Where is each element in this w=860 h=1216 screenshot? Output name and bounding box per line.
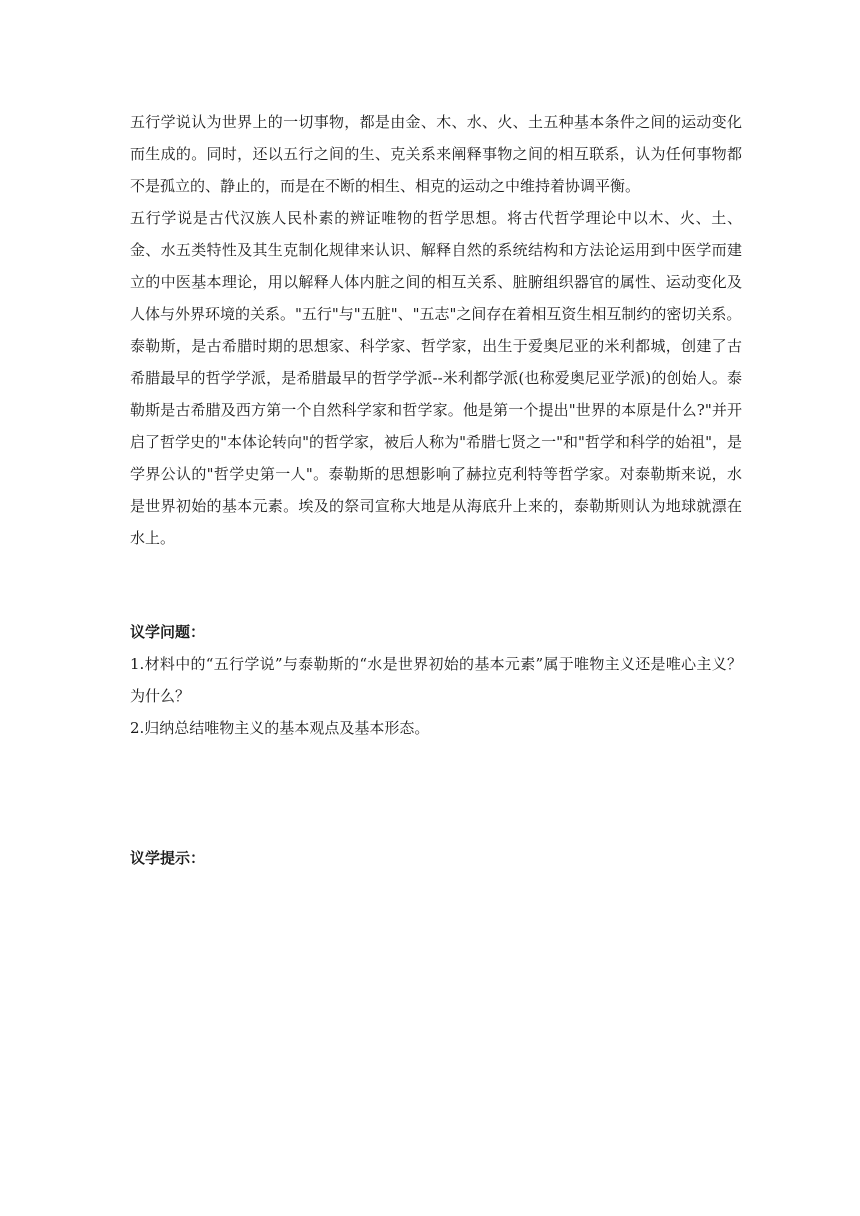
hints-heading: 议学提示： — [130, 849, 206, 867]
questions-list — [130, 648, 742, 744]
document-content — [130, 106, 742, 874]
questions-heading: 议学问题： — [130, 623, 206, 641]
material-paragraph-five-elements: 五行学说认为世界上的一切事物，都是由金、木、水、火、土五种基本条件之间的运动变化而生成的。同时，还以五行之间的生、克关系来阐释事物之间的相互联系，认为任何事物都不是孤立的、静止的，而是在不断的相生、相克的运动之中维持着协调平衡。 — [130, 113, 742, 195]
material-paragraph-five-elements-philosophy: 五行学说是古代汉族人民朴素的辨证唯物的哲学思想。将古代哲学理论中以木、火、土、金、水五类特性及其生克制化规律来认识、解释自然的系统结构和方法论运用到中医学而建立的中医基本理论，用以解释人体内脏之间的相互关系、脏腑组织器官的属性、运动变化及人体与外界环境的关系。"五行"与"五脏"、"五志"之间存在着相互资生相互制约的密切关系。 — [130, 209, 742, 323]
material-paragraph-thales: 泰勒斯，是古希腊时期的思想家、科学家、哲学家，出生于爱奥尼亚的米利都城，创建了古希腊最早的哲学学派，是希腊最早的哲学学派--米利都学派(也称爱奥尼亚学派)的创始人。泰勒斯是古希腊及西方第一个自然科学家和哲学家。他是第一个提出"世界的本原是什么?"并开启了哲学史的"本体论转向"的哲学家，被后人称为"希腊七贤之一"和"哲学和科学的始祖"，是学界公认的"哲学史第一人"。泰勒斯的思想影响了赫拉克利特等哲学家。对泰勒斯来说，水是世界初始的基本元素。埃及的祭司宣称大地是从海底升上来的，泰勒斯则认为地球就漂在水上。 — [130, 337, 742, 547]
question-item-2: 2.归纳总结唯物主义的基本观点及基本形态。 — [130, 719, 430, 737]
spacer — [130, 554, 742, 616]
spacer — [130, 744, 742, 842]
question-item-1: 1.材料中的“五行学说”与泰勒斯的“水是世界初始的基本元素”属于唯物主义还是唯心主义？为什么？ — [130, 655, 742, 705]
